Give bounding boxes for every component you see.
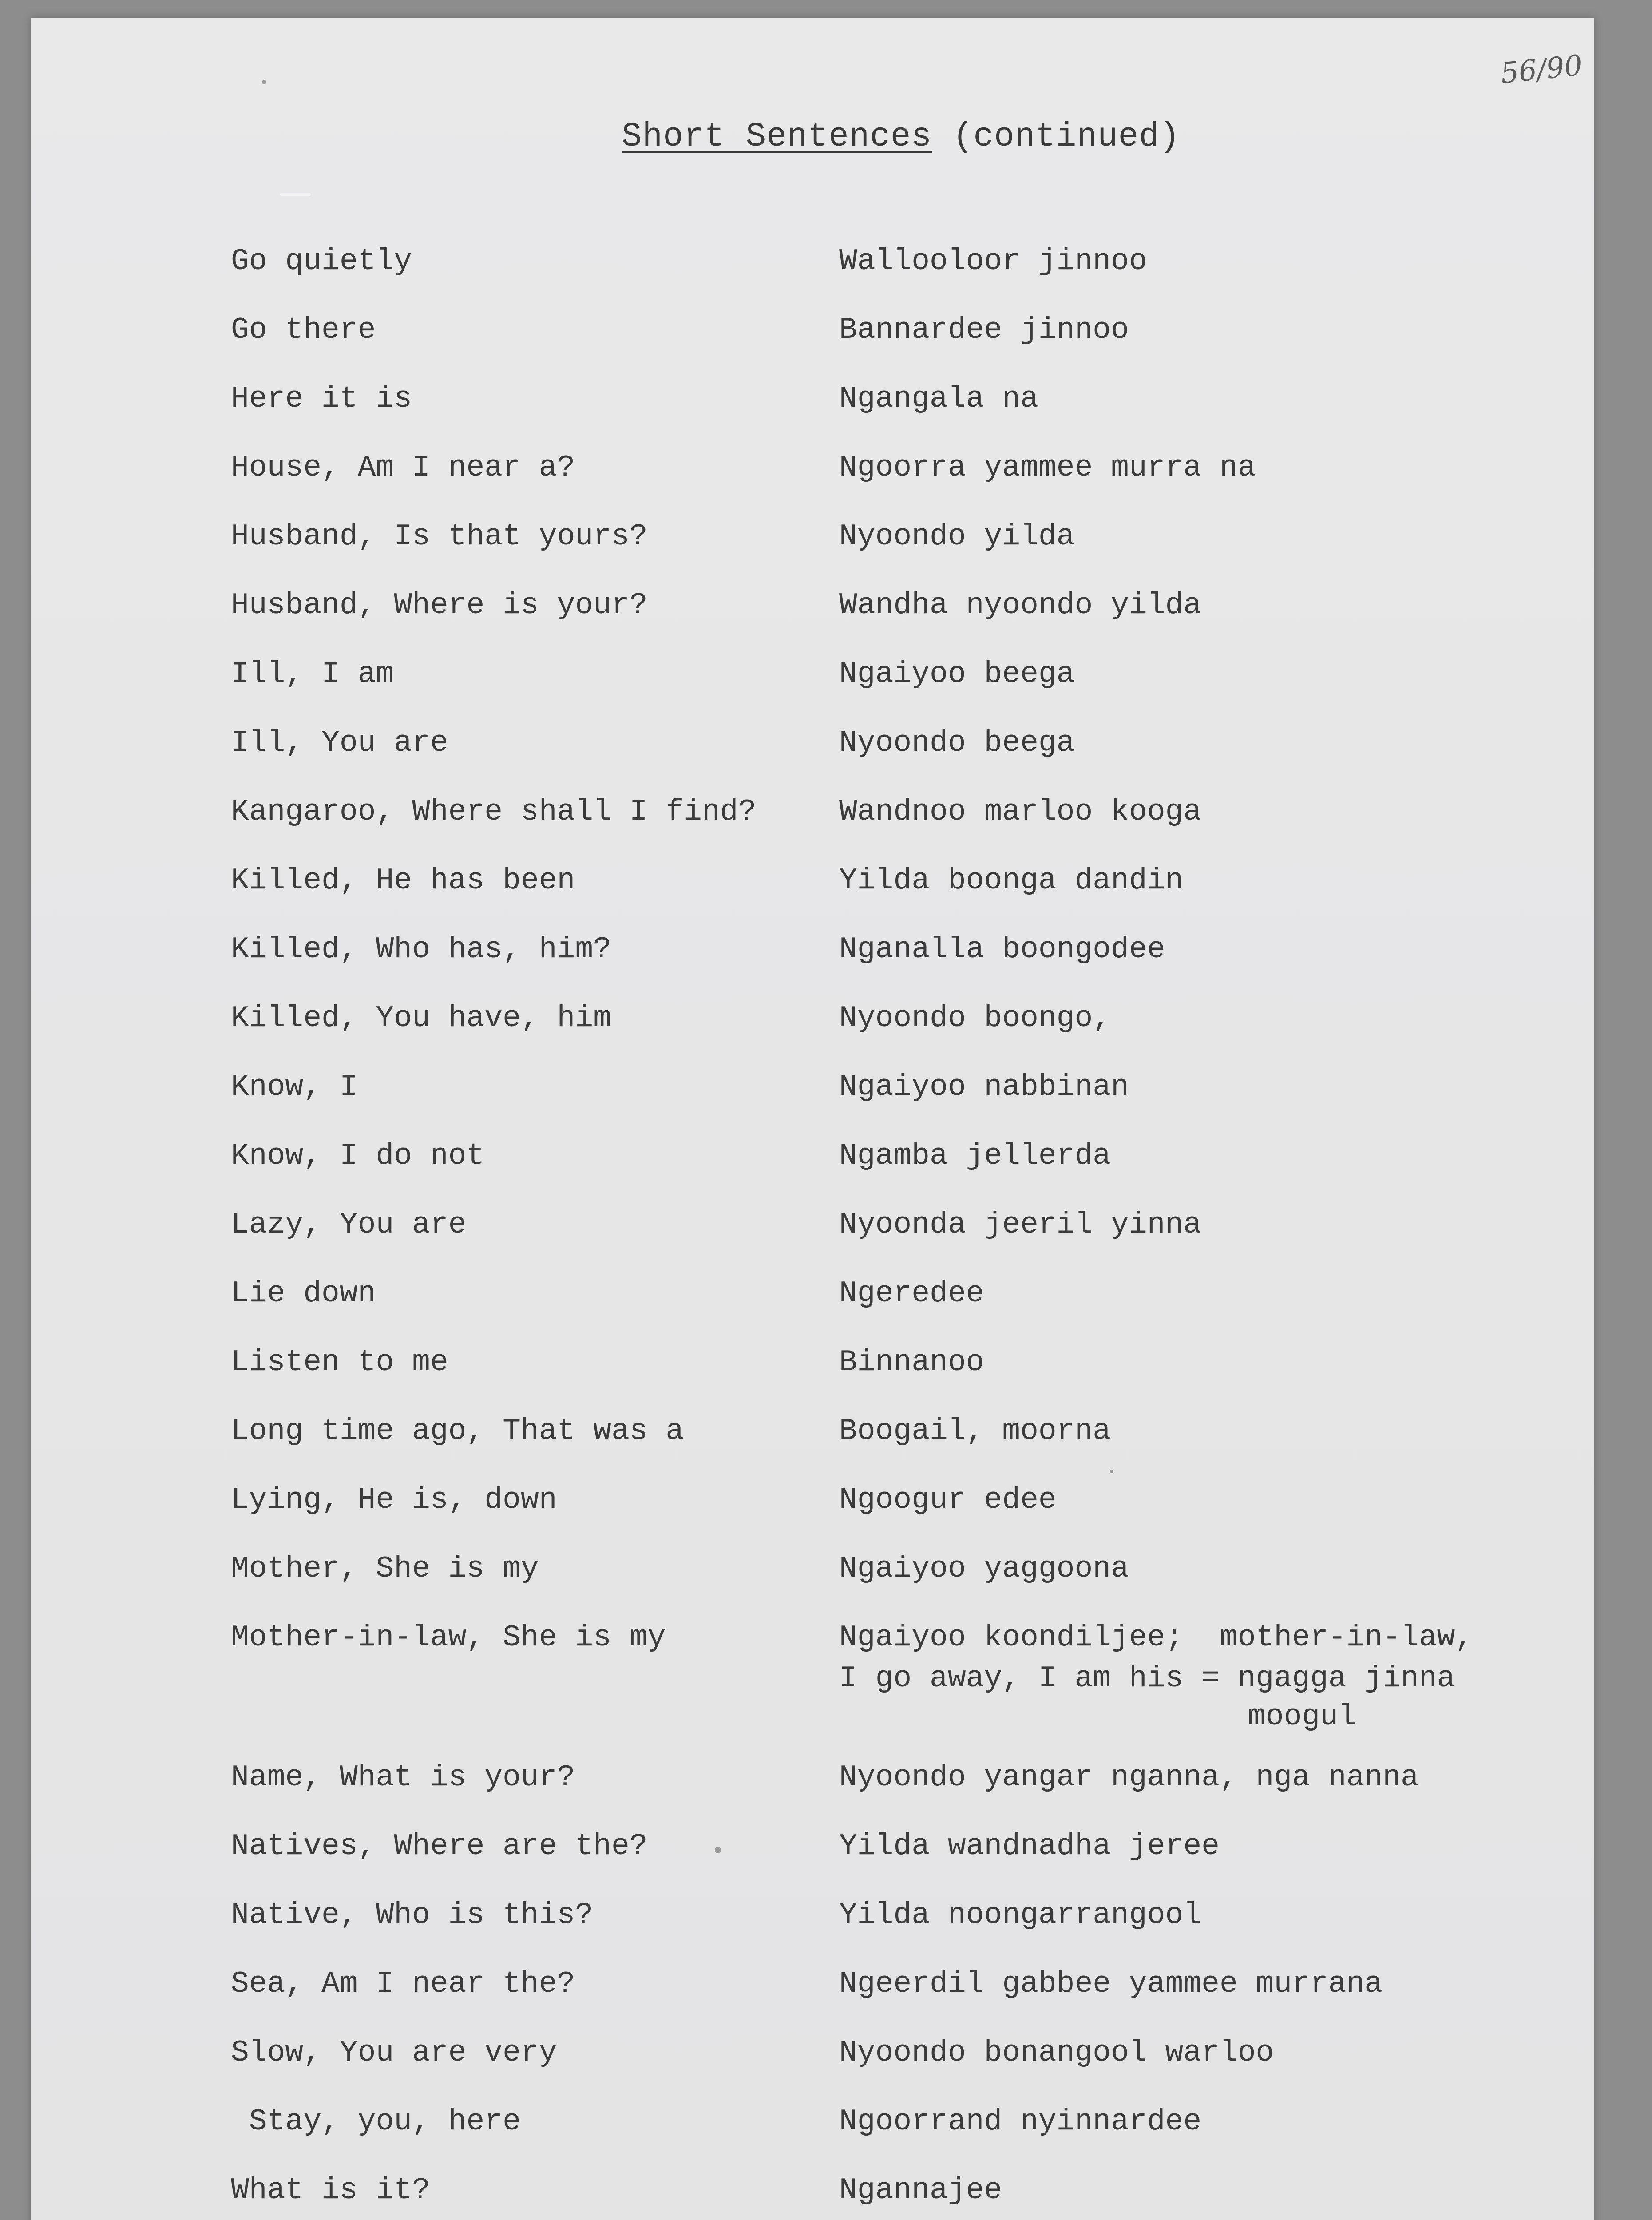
english-phrase: Stay, you, here (231, 2105, 521, 2139)
english-phrase: Husband, Where is your? (231, 588, 648, 622)
paper-speck (1110, 1470, 1113, 1473)
native-phrase-continuation: I go away, I am his = ngagga jinna (839, 1661, 1455, 1696)
native-phrase: Nyoondo yilda (839, 519, 1075, 554)
english-phrase: Killed, You have, him (231, 1001, 611, 1035)
native-phrase: Ngannajee (839, 2173, 1002, 2208)
page-title (622, 118, 1180, 156)
native-phrase: Ngoorra yammee murra na (839, 451, 1256, 485)
english-phrase: Kangaroo, Where shall I find? (231, 795, 757, 829)
native-phrase: Yilda wandnadha jeree (839, 1829, 1220, 1863)
english-phrase: Name, What is your? (231, 1760, 575, 1795)
native-phrase: Wandnoo marloo kooga (839, 795, 1202, 829)
typed-sheet (31, 18, 1594, 2220)
english-phrase: Ill, You are (231, 726, 448, 760)
english-phrase: Mother, She is my (231, 1552, 539, 1586)
english-phrase: Husband, Is that yours? (231, 519, 648, 554)
english-phrase: Ill, I am (231, 657, 394, 691)
native-phrase: Ngamba jellerda (839, 1139, 1111, 1173)
native-phrase: Nyoondo bonangool warloo (839, 2036, 1274, 2070)
native-phrase: Nyoondo yangar nganna, nga nanna (839, 1760, 1419, 1795)
english-phrase: Sea, Am I near the? (231, 1967, 575, 2001)
paper-speck (715, 1847, 721, 1853)
native-phrase: Ngaiyoo koondiljee; mother-in-law, (839, 1621, 1474, 1655)
native-phrase: Nyoondo boongo, (839, 1001, 1111, 1035)
native-phrase: Boogail, moorna (839, 1414, 1111, 1448)
english-phrase: Long time ago, That was a (231, 1414, 684, 1448)
english-phrase: Lazy, You are (231, 1208, 467, 1242)
english-phrase: Go there (231, 313, 376, 347)
english-phrase: Listen to me (231, 1345, 448, 1380)
native-phrase: Yilda boonga dandin (839, 864, 1184, 898)
english-phrase: Killed, Who has, him? (231, 932, 611, 967)
english-phrase: Mother-in-law, She is my (231, 1621, 666, 1655)
native-phrase: Wallooloor jinnoo (839, 244, 1147, 278)
native-phrase: Nyoonda jeeril yinna (839, 1208, 1202, 1242)
native-phrase: Bannardee jinnoo (839, 313, 1129, 347)
native-phrase: Yilda noongarrangool (839, 1898, 1202, 1932)
native-phrase: Nyoondo beega (839, 726, 1075, 760)
native-phrase: Ngeerdil gabbee yammee murrana (839, 1967, 1383, 2001)
english-phrase: Killed, He has been (231, 864, 575, 898)
native-phrase-continuation: moogul (1248, 1700, 1356, 1734)
native-phrase: Nganalla boongodee (839, 932, 1165, 967)
english-phrase: Know, I do not (231, 1139, 485, 1173)
english-phrase: Here it is (231, 382, 412, 416)
english-phrase: Know, I (231, 1070, 358, 1104)
native-phrase: Binnanoo (839, 1345, 984, 1380)
english-phrase: What is it? (231, 2173, 430, 2208)
english-phrase: Lying, He is, down (231, 1483, 557, 1517)
native-phrase: Ngoorrand nyinnardee (839, 2105, 1202, 2139)
paper-mark (280, 193, 311, 196)
english-phrase: Go quietly (231, 244, 412, 278)
english-phrase: House, Am I near a? (231, 451, 575, 485)
paper-speck (262, 80, 266, 84)
native-phrase: Ngaiyoo nabbinan (839, 1070, 1129, 1104)
english-phrase: Natives, Where are the? (231, 1829, 648, 1863)
page-title-main: Short Sentences (622, 118, 932, 156)
native-phrase: Ngeredee (839, 1276, 984, 1311)
page-title-suffix: (continued) (932, 118, 1181, 156)
english-phrase: Native, Who is this? (231, 1898, 594, 1932)
english-phrase: Slow, You are very (231, 2036, 557, 2070)
folio-number: 56/90 (1499, 49, 1584, 91)
native-phrase: Ngaiyoo beega (839, 657, 1075, 691)
native-phrase: Ngaiyoo yaggoona (839, 1552, 1129, 1586)
english-phrase: Lie down (231, 1276, 376, 1311)
native-phrase: Wandha nyoondo yilda (839, 588, 1202, 622)
native-phrase: Ngangala na (839, 382, 1038, 416)
native-phrase: Ngoogur edee (839, 1483, 1057, 1517)
